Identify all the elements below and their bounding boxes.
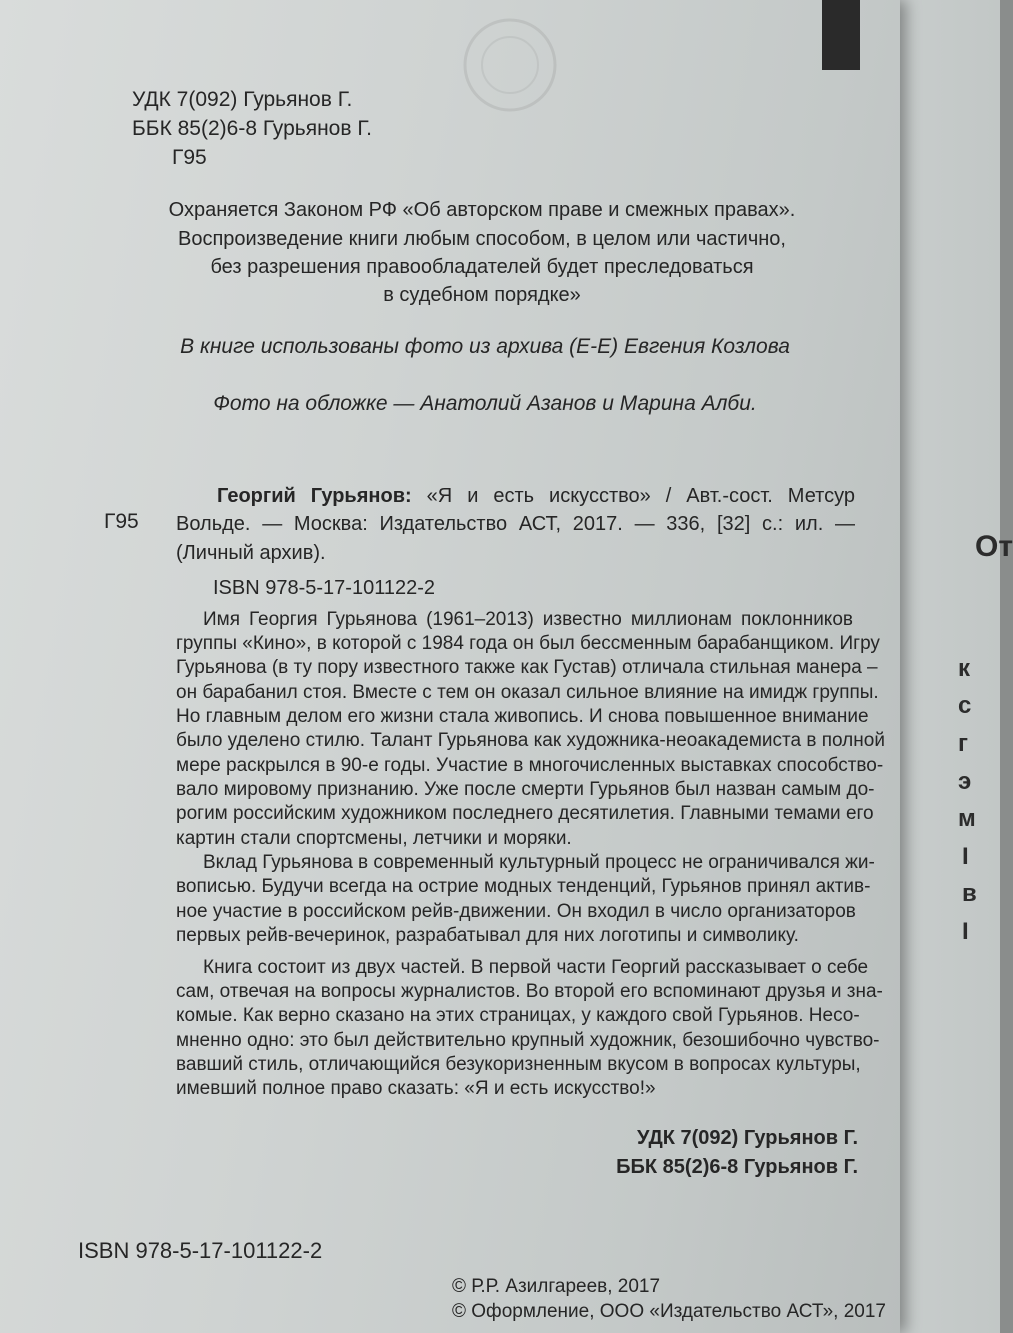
- next-page-heading: От: [975, 530, 1013, 563]
- bibliographic-side-code: Г95: [104, 510, 139, 533]
- annotation-line: ное участие в российском рейв-движении. Он входил в число организаторов: [176, 901, 856, 922]
- annotation-line: вописью. Будучи всегда на острие модных тенденций, Гурьянов принял актив-: [176, 876, 871, 897]
- next-page-letter: I: [962, 843, 969, 870]
- copyright-notice-line: Охраняется Законом РФ «Об авторском праве и смежных правах».: [168, 199, 796, 221]
- annotation-line: было уделено стилю. Талант Гурьянова как художника-неоакадемиста в полной: [176, 730, 885, 751]
- next-page-letter: г: [958, 730, 968, 757]
- annotation-line: комые. Как верно сказано на этих страницах, у каждого свой Гурьянов. Несо-: [176, 1005, 860, 1026]
- next-page-letter: м: [958, 805, 976, 832]
- copyright-line: © Оформление, ООО «Издательство АСТ», 2017: [452, 1301, 886, 1322]
- copyright-notice-line: в судебном порядке»: [383, 284, 581, 306]
- next-page-letter: э: [958, 768, 972, 795]
- top-udk: УДК 7(092) Гурьянов Г.: [132, 88, 353, 111]
- cover-photo-credit: Фото на обложке — Анатолий Азанов и Марина Алби.: [213, 392, 757, 415]
- book-title: «Я и есть искусство» / Авт.-сост. Метсур: [426, 485, 855, 507]
- annotation-line: имевший полное право сказать: «Я и есть искусство!»: [176, 1078, 656, 1099]
- annotation-line: Но главным делом его жизни стала живопись. И снова повышенное внимание: [176, 706, 869, 727]
- copyright-notice-line: Воспроизведение книги любым способом, в целом или частично,: [178, 228, 786, 250]
- annotation-line: группы «Кино», в которой с 1984 года он был бессменным барабанщиком. Игру: [176, 633, 880, 654]
- annotation-line: первых рейв-вечеринок, разрабатывал для них логотипы и символику.: [176, 925, 799, 946]
- bibliographic-isbn: ISBN 978-5-17-101122-2: [213, 577, 435, 599]
- next-page-letter: I: [962, 918, 969, 945]
- copyright-line: © Р.Р. Азилгареев, 2017: [452, 1276, 661, 1297]
- top-code: Г95: [172, 146, 207, 169]
- bottom-bbk: ББК 85(2)6-8 Гурьянов Г.: [616, 1156, 858, 1178]
- copyright-notice-line: без разрешения правообладателей будет преследоваться: [210, 256, 754, 278]
- author-title: Георгий Гурьянов:: [217, 485, 412, 507]
- annotation-line: он барабанил стоя. Вместе с тем он оказал сильное влияние на имидж группы.: [176, 682, 879, 703]
- annotation-line: сам, отвечая на вопросы журналистов. Во второй его вспоминают друзья и зна-: [176, 981, 883, 1002]
- next-page-letter: с: [958, 692, 972, 719]
- bleed-through-emblem: [430, 10, 590, 120]
- annotation-line: вало мировому признанию. Уже после смерти Гурьянов был назван самым до-: [176, 779, 875, 800]
- photo-archive-credit: В книге использованы фото из архива (Е-Е) Евгения Козлова: [180, 335, 790, 358]
- page-edge-shadow: [822, 0, 860, 70]
- isbn-bottom: ISBN 978-5-17-101122-2: [78, 1238, 323, 1263]
- next-page-letter: к: [958, 655, 971, 682]
- bibliographic-line-2: Вольде. — Москва: Издательство АСТ, 2017. — 336, [32] с.: ил. —: [176, 513, 855, 535]
- annotation-line: картин стали спортсмены, летчики и моряки.: [176, 828, 572, 849]
- annotation-line: Книга состоит из двух частей. В первой части Георгий рассказывает о себе: [203, 957, 869, 978]
- bottom-udk: УДК 7(092) Гурьянов Г.: [637, 1127, 858, 1149]
- bibliographic-line-3: (Личный архив).: [176, 542, 326, 564]
- annotation-line: Гурьянова (в ту пору известного также как Густав) отличала стильная манера –: [176, 657, 878, 678]
- annotation-line: мере раскрылся в 90-е годы. Участие в многочисленных выставках способство-: [176, 755, 884, 776]
- annotation-line: рогим российским художником последнего десятилетия. Главными темами его: [176, 803, 874, 824]
- annotation-line: Вклад Гурьянова в современный культурный процесс не ограничивался жи-: [203, 852, 875, 873]
- top-bbk: ББК 85(2)6-8 Гурьянов Г.: [132, 117, 372, 140]
- annotation-line: мненно одно: это был действительно крупный художник, безошибочно чувство-: [176, 1030, 880, 1051]
- annotation-line: Имя Георгия Гурьянова (1961–2013) известно миллионам поклонников: [203, 609, 853, 630]
- annotation-line: вавший стиль, отличающийся безукоризненным вкусом в вопросах культуры,: [176, 1054, 861, 1075]
- next-page-letter: в: [962, 880, 977, 907]
- bibliographic-line-1: [217, 483, 855, 510]
